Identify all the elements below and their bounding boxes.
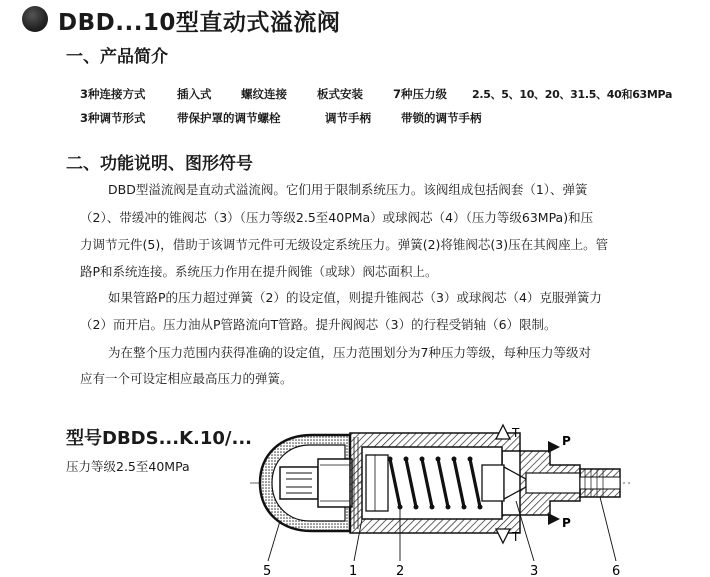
spec-item: 带锁的调节手柄 [401,111,482,125]
paragraph-line: 应有一个可设定相应最高压力的弹簧。 [80,371,293,386]
model-title: 型号DBDS...K.10/... [66,428,253,449]
section-2-heading: 二、功能说明、图形符号 [66,154,253,174]
spec-row-connection [0,86,710,102]
port-p-bottom-label: P [562,516,571,530]
poppet [482,465,504,501]
port-t-top-arrow [496,425,510,439]
callout-label: 2 [396,564,405,577]
paragraph-line: （2）而开启。压力油从P管路流向T管路。提升阀阀芯（3）的行程受销轴（6）限制。 [80,317,557,332]
paragraph-line: 力调节元件(5)，借助于该调节元件可无级设定系统压力。弹簧(2)将锥阀芯(3)压在其阀座上。管 [80,237,609,252]
callout-label: 5 [263,564,272,577]
adjusting-screw [280,467,318,499]
valve-cross-section-drawing [250,415,630,577]
callout-label: 1 [349,564,358,577]
port-p-bottom-arrow [548,513,560,525]
paragraph-line: （2）、带缓冲的锥阀芯（3）（压力等级2.5至40PMa）或球阀芯（4）（压力等级63MPa)和压 [80,210,594,225]
spec-label: 3种调节形式 [80,111,146,125]
port-p-top-arrow [548,441,560,453]
callout-label: 6 [612,564,621,577]
port-t-top-label: T [512,426,520,440]
paragraph-line: 为在整个压力范围内获得准确的设定值，压力范围划分为7种压力等级，每种压力等级对 [108,345,591,360]
title-bullet-icon [22,6,48,32]
spec-label: 3种连接方式 [80,87,146,101]
callout-label: 3 [530,564,539,577]
section-1-heading: 一、产品简介 [66,47,168,67]
port-p-top-label: P [562,434,571,448]
spec-item: 板式安装 [317,87,363,101]
document-title: DBD...10型直动式溢流阀 [58,10,341,36]
paragraph-line: 如果管路P的压力超过弹簧（2）的设定值，则提升锥阀芯（3）或球阀芯（4）克服弹簧力 [108,290,602,305]
spec-row-adjustment [0,110,710,126]
spec-item: 带保护罩的调节螺栓 [177,111,281,125]
spec-item: 插入式 [177,87,212,101]
spec-item: 2.5、5、10、20、31.5、40和63MPa [472,88,673,101]
paragraph-line: 路P和系统连接。系统压力作用在提升阀锥（或球）阀芯面积上。 [80,264,438,279]
model-pressure-range: 压力等级2.5至40MPa [66,459,190,474]
spec-label: 7种压力级 [393,87,448,101]
paragraph-line: DBD型溢流阀是直动式溢流阀。它们用于限制系统压力。该阀组成包括阀套（1）、弹簧 [108,182,588,197]
port-t-bottom-label: T [512,530,520,544]
port-t-bottom-arrow [496,529,510,543]
spec-item: 调节手柄 [325,111,371,125]
spec-item: 螺纹连接 [241,87,287,101]
